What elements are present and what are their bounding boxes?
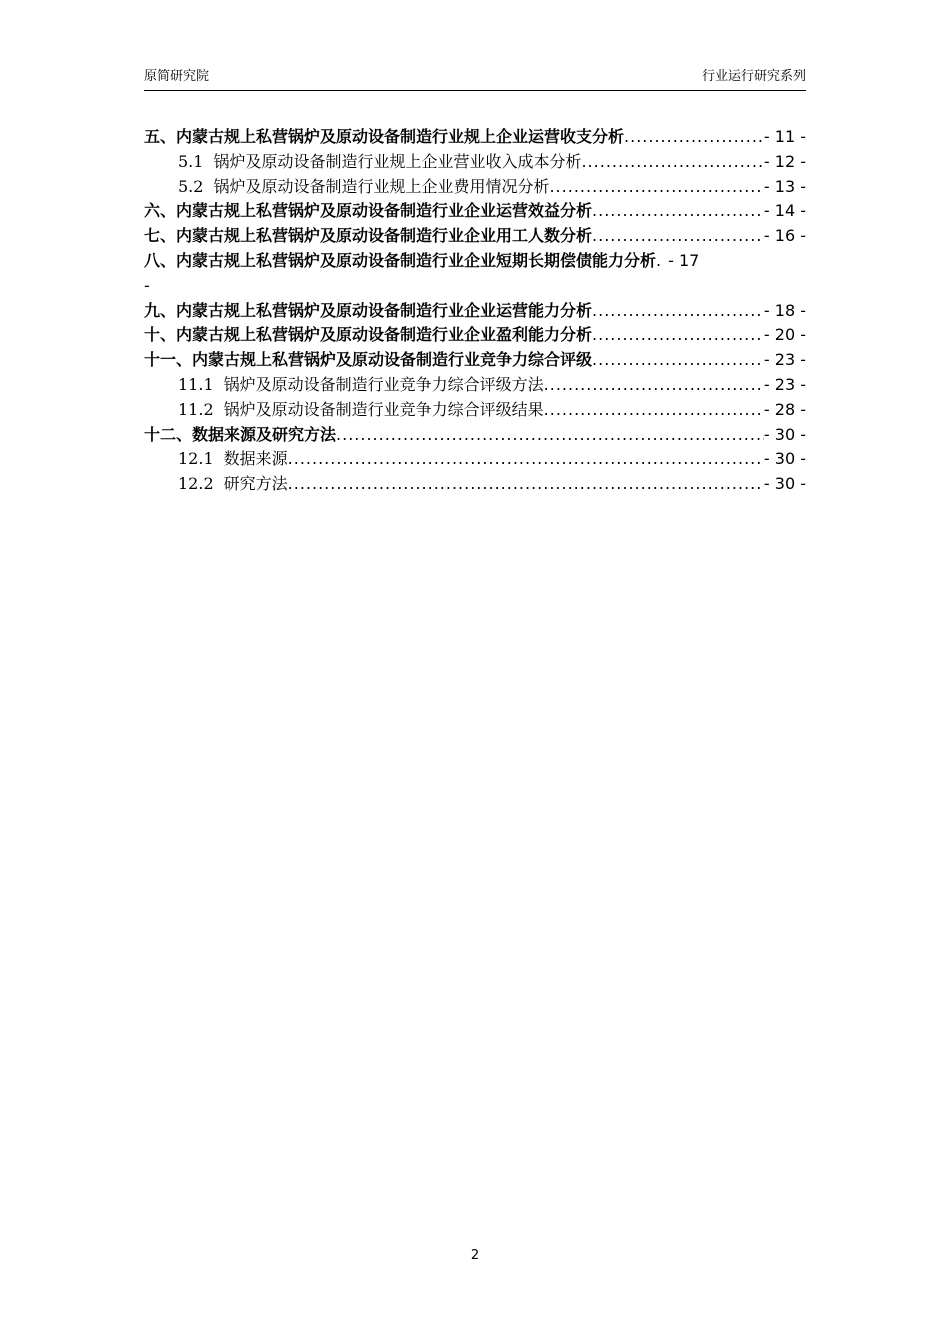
toc-dot-leader <box>592 299 764 324</box>
toc-entry-page: - 17 <box>668 250 700 270</box>
header-series: 行业运行研究系列 <box>701 69 806 84</box>
toc-entry-number: 12.1 <box>178 449 214 469</box>
toc-entry-number: 5.2 <box>178 176 204 196</box>
toc-entry[interactable] <box>144 125 806 150</box>
toc-entry[interactable] <box>144 472 806 497</box>
page-number: 2 <box>470 1248 480 1263</box>
toc-entry[interactable] <box>144 447 806 472</box>
toc-entry-number: 5.1 <box>178 151 204 171</box>
toc-entry-page: - 23 - <box>763 350 806 370</box>
toc-entry[interactable] <box>144 199 806 224</box>
toc-dot-leader <box>288 472 764 497</box>
toc-entry-page: - 11 - <box>763 127 806 146</box>
toc-entry[interactable] <box>144 373 806 398</box>
toc-entry[interactable] <box>144 398 806 423</box>
toc-dot-leader <box>592 224 764 249</box>
toc-dot-leader <box>549 175 763 200</box>
toc-entry-page: - 12 - <box>763 151 806 171</box>
toc-entry-title: 数据来源 <box>223 449 288 469</box>
toc-entry-title: 九、内蒙古规上私营锅炉及原动设备制造行业企业运营能力分析 <box>144 300 593 320</box>
toc-entry[interactable] <box>144 224 806 249</box>
toc-dot-leader <box>581 150 763 175</box>
toc-entry-title: 十、内蒙古规上私营锅炉及原动设备制造行业企业盈利能力分析 <box>144 325 593 345</box>
toc-dot-leader <box>544 373 764 398</box>
toc-entry[interactable] <box>144 249 806 274</box>
toc-entry-page: - 18 - <box>763 300 806 320</box>
toc-entry-number: 11.1 <box>178 374 214 394</box>
toc-dot-leader <box>624 125 764 150</box>
toc-entry-number: 11.2 <box>178 399 214 419</box>
toc-entry-number: 12.2 <box>178 474 214 494</box>
toc-entry-title: 锅炉及原动设备制造行业竞争力综合评级方法 <box>223 374 544 394</box>
header-institute: 原简研究院 <box>144 69 210 84</box>
toc-entry-page-wrap: - <box>144 275 150 295</box>
toc-dot-leader <box>656 249 662 274</box>
toc-entry-title: 锅炉及原动设备制造行业规上企业营业收入成本分析 <box>213 151 582 171</box>
toc-entry-page: - 20 - <box>763 325 806 345</box>
toc-dot-leader <box>592 199 764 224</box>
toc-entry-page: - 30 - <box>763 449 806 469</box>
toc-entry-title: 锅炉及原动设备制造行业规上企业费用情况分析 <box>213 176 550 196</box>
toc-entry-page: - 28 - <box>763 399 806 419</box>
toc-entry-title: 七、内蒙古规上私营锅炉及原动设备制造行业企业用工人数分析 <box>144 226 593 246</box>
toc-entry-title: 五、内蒙古规上私营锅炉及原动设备制造行业规上企业运营收支分析 <box>144 127 625 146</box>
toc-entry-page: - 23 - <box>763 374 806 394</box>
toc-entry-title: 研究方法 <box>223 474 288 494</box>
toc-entry-title: 十一、内蒙古规上私营锅炉及原动设备制造行业竞争力综合评级 <box>144 350 593 370</box>
toc-entry-title: 六、内蒙古规上私营锅炉及原动设备制造行业企业运营效益分析 <box>144 201 593 221</box>
toc-entry[interactable] <box>144 423 806 448</box>
toc-entry-page: - 13 - <box>763 176 806 196</box>
toc-entry[interactable] <box>144 150 806 175</box>
toc-entry[interactable] <box>144 323 806 348</box>
toc-entry[interactable] <box>144 299 806 324</box>
toc-entry-title: 锅炉及原动设备制造行业竞争力综合评级结果 <box>223 399 544 419</box>
toc-entry[interactable] <box>144 348 806 373</box>
toc-entry-title: 八、内蒙古规上私营锅炉及原动设备制造行业企业短期长期偿债能力分析 <box>144 250 657 270</box>
toc-entry-page: - 14 - <box>763 201 806 221</box>
toc-entry-title: 十二、数据来源及研究方法 <box>144 424 337 444</box>
toc-entry-page: - 30 - <box>763 424 806 444</box>
toc-dot-leader <box>592 348 764 373</box>
page-header <box>144 68 806 91</box>
toc-dot-leader <box>592 323 764 348</box>
toc-entry-page: - 16 - <box>763 226 806 246</box>
toc-entry[interactable] <box>144 175 806 200</box>
toc-dot-leader <box>336 423 764 448</box>
toc-dot-leader <box>288 447 764 472</box>
toc-dot-leader <box>544 398 764 423</box>
toc-entry-page: - 30 - <box>763 474 806 494</box>
table-of-contents <box>144 125 806 497</box>
